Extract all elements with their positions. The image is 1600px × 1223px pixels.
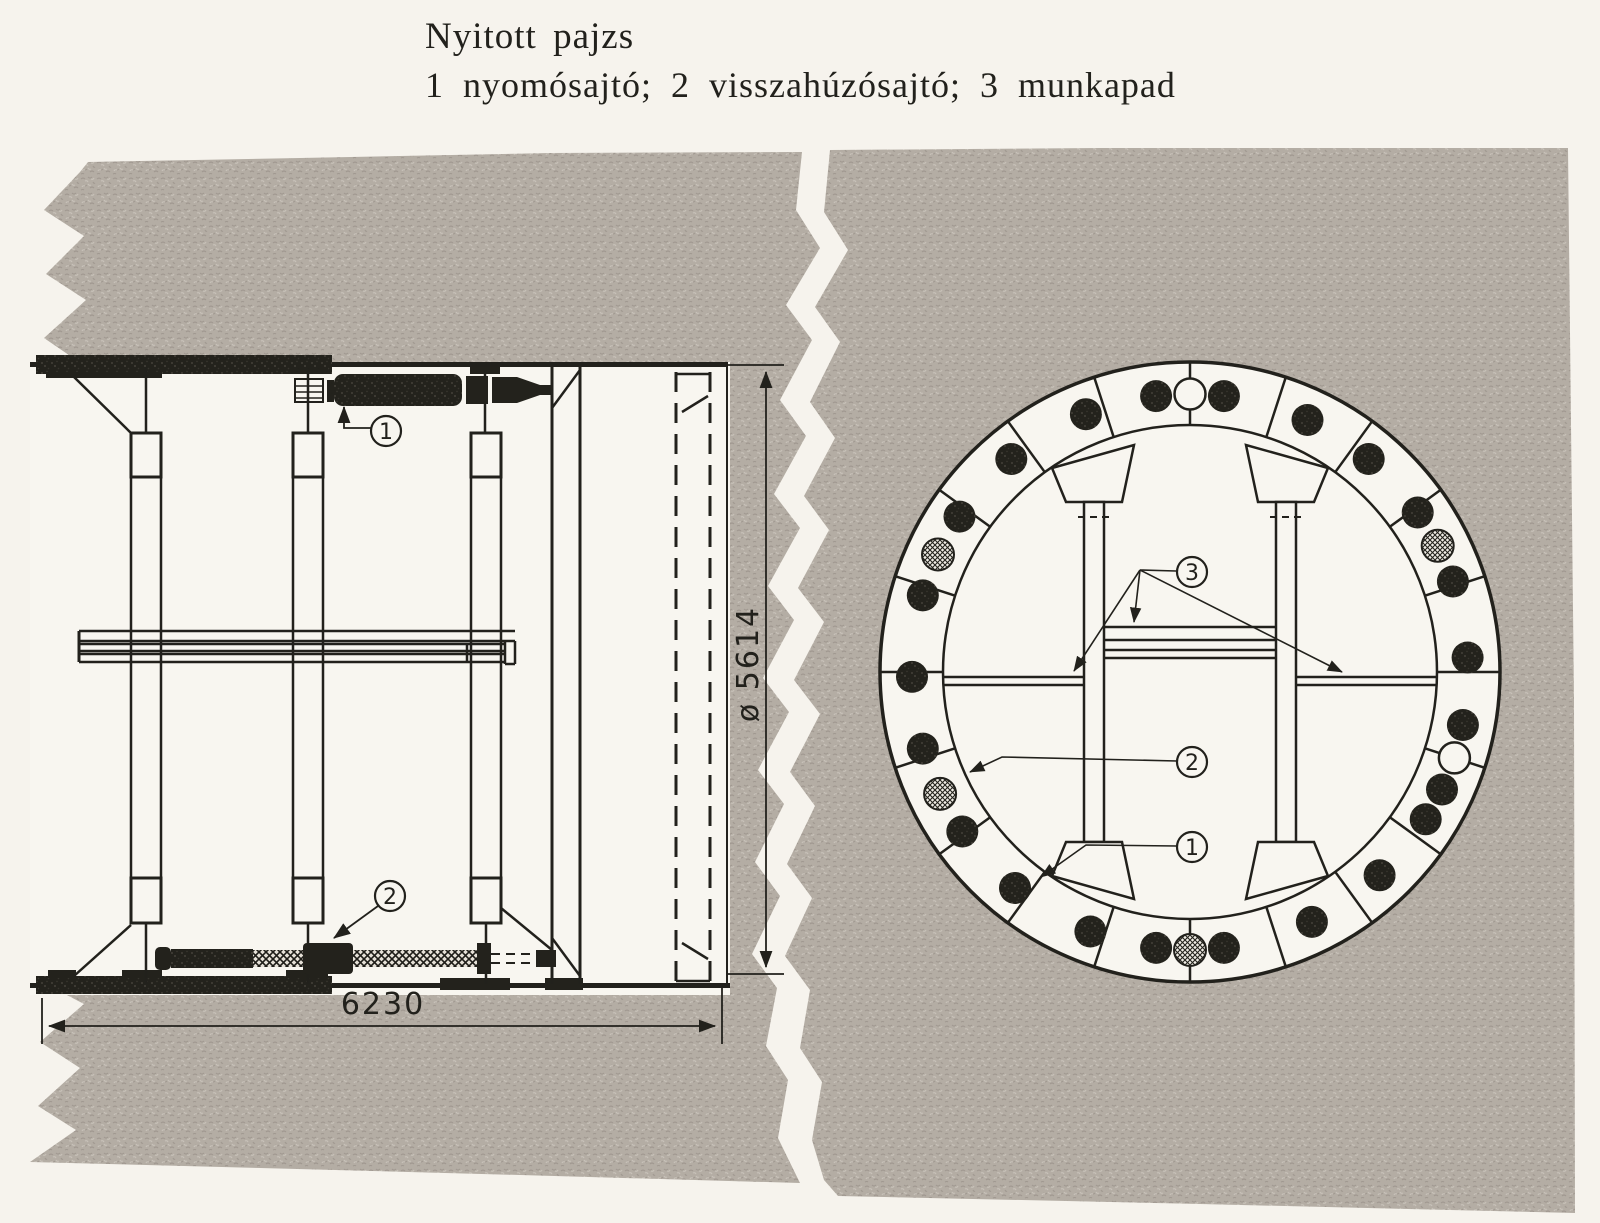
callout-2-section-label: 2 xyxy=(1185,751,1199,776)
side-view xyxy=(30,355,784,1044)
diameter-dimension-label: ø 5614 xyxy=(731,605,766,723)
shield-ring-outer xyxy=(880,362,1500,982)
caption-legend: 1 nyomósajtó; 2 visszahúzósajtó; 3 munkapad xyxy=(425,65,1176,105)
callout-3-section-label: 3 xyxy=(1185,561,1199,586)
caption-title: Nyitott pajzs xyxy=(425,16,635,57)
length-dimension-label: 6230 xyxy=(340,987,426,1022)
cross-section xyxy=(880,362,1500,982)
callout-1-section-label: 1 xyxy=(1185,836,1199,861)
callout-1-side-label: 1 xyxy=(379,420,393,445)
callout-2-side-label: 2 xyxy=(383,885,397,910)
